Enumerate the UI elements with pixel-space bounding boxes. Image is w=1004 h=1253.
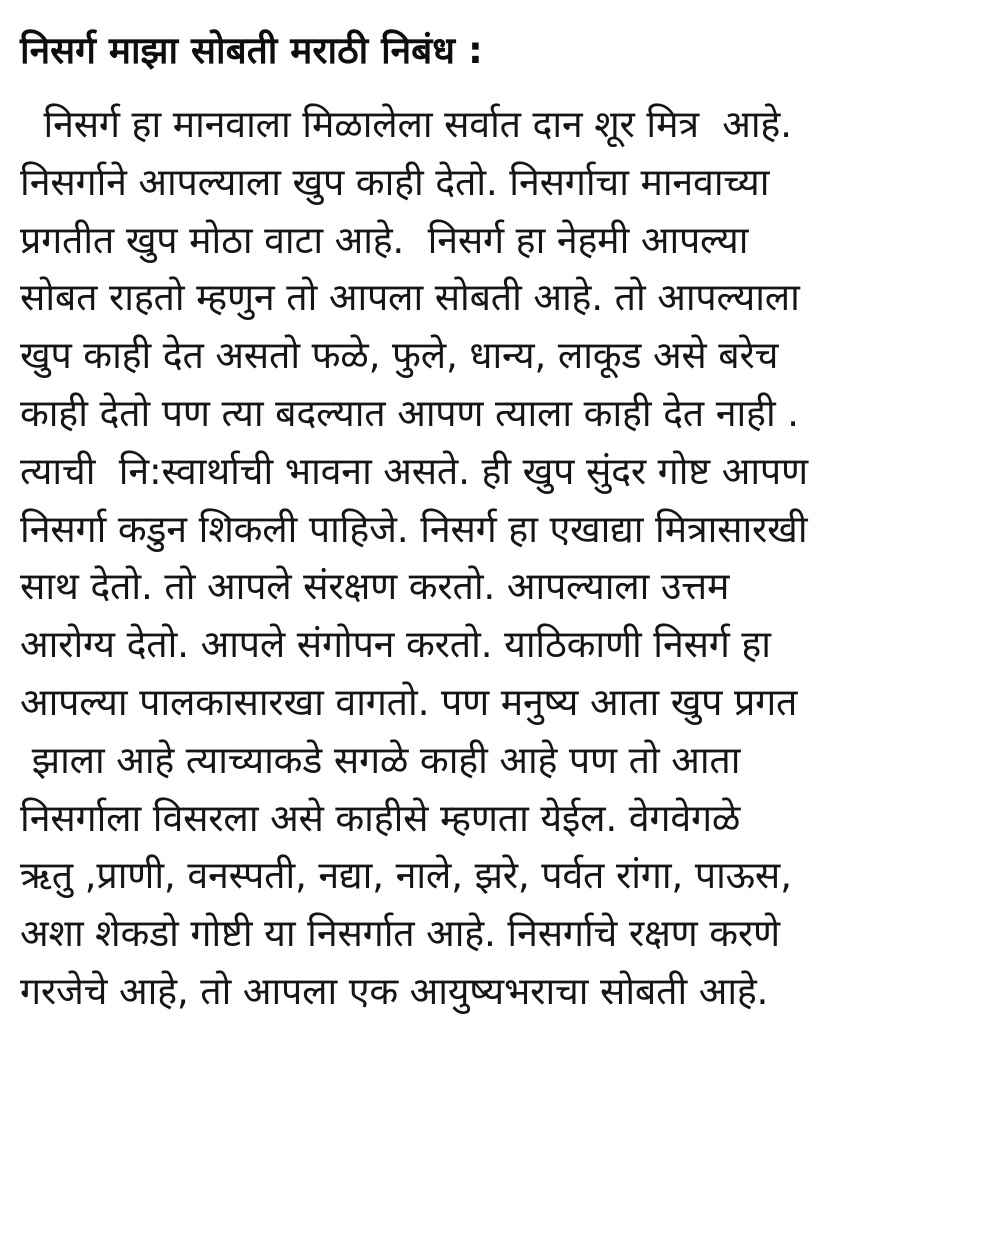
essay-line: प्रगतीत खुप मोठा वाटा आहे. निसर्ग हा नेहमी आपल्या	[20, 217, 749, 262]
essay-line: साथ देतो. तो आपले संरक्षण करतो. आपल्याला उत्तम	[20, 564, 730, 609]
essay-line: निसर्गाने आपल्याला खुप काही देतो. निसर्गाचा मानवाच्या	[20, 159, 770, 204]
essay-line: निसर्गाला विसरला असे काहीसे म्हणता येईल. वेगवेगळे	[20, 795, 741, 840]
essay-line: ऋतु ,प्राणी, वनस्पती, नद्या, नाले, झरे, पर्वत रांगा, पाऊस,	[20, 853, 792, 898]
essay-line: काही देतो पण त्या बदल्यात आपण त्याला काही देत नाही .	[20, 390, 799, 435]
essay-line: निसर्गा कडुन शिकली पाहिजे. निसर्ग हा एखाद्या मित्रासारखी	[20, 506, 808, 551]
essay-body	[20, 96, 986, 1021]
essay-line: गरजेचे आहे, तो आपला एक आयुष्यभराचा सोबती आहे.	[20, 968, 769, 1013]
essay-line: निसर्ग हा मानवाला मिळालेला सर्वात दान शूर मित्र आहे.	[20, 102, 792, 146]
essay-line: आपल्या पालकासारखा वागतो. पण मनुष्य आता खुप प्रगत	[20, 679, 798, 724]
essay-line: झाला आहे त्याच्याकडे सगळे काही आहे पण तो आता	[20, 737, 741, 782]
essay-line: सोबत राहतो म्हणुन तो आपला सोबती आहे. तो आपल्याला	[20, 275, 800, 320]
essay-title: निसर्ग माझा सोबती मराठी निबंध :	[20, 29, 483, 72]
essay-line: त्याची नि:स्वार्थाची भावना असते. ही खुप सुंदर गोष्ट आपण	[20, 448, 808, 493]
essay-line: आरोग्य देतो. आपले संगोपन करतो. याठिकाणी निसर्ग हा	[20, 622, 771, 667]
essay-line: अशा शेकडो गोष्टी या निसर्गात आहे. निसर्गाचे रक्षण करणे	[20, 911, 780, 956]
essay-line: खुप काही देत असतो फळे, फुले, धान्य, लाकूड असे बरेच	[20, 333, 779, 378]
